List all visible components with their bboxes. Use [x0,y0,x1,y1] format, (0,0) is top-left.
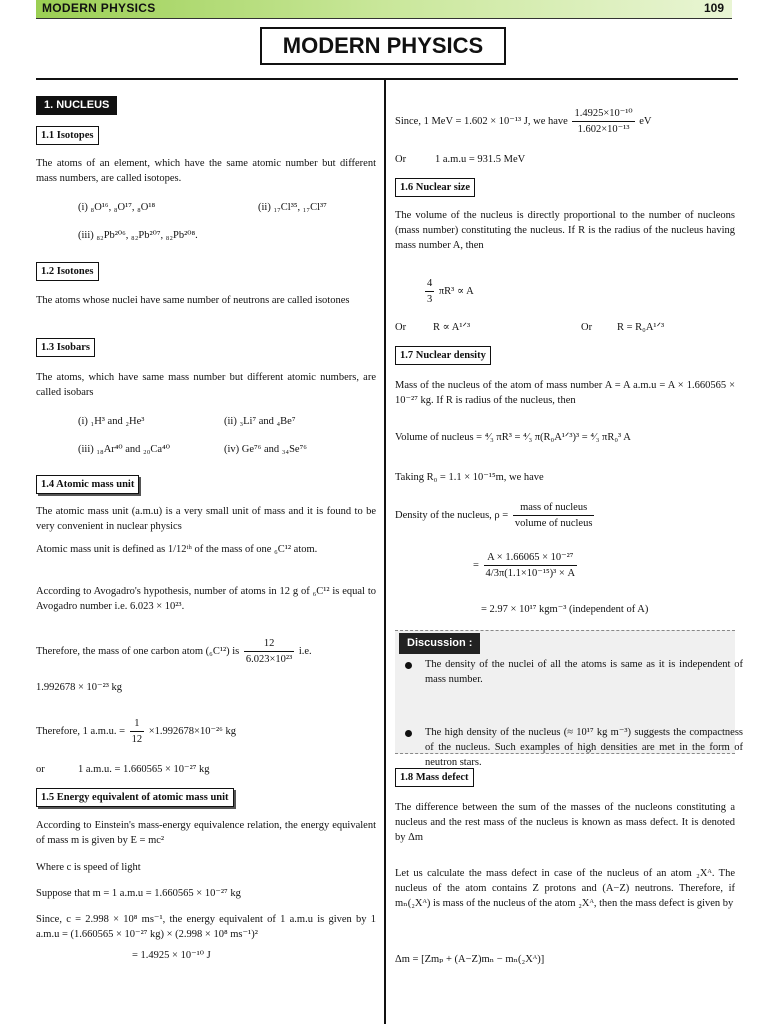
discussion-item-2: The high density of the nucleus (≈ 10¹⁷ kg m⁻³) suggests the compactness of the nucleus. Such examples of high densities are met in the form of neutron stars. [395,725,743,770]
density-rho-fraction [513,500,595,531]
isotopes-example-1: (i) ₈O¹⁶, ₈O¹⁷, ₈O¹⁸ [78,202,156,213]
size-or-label-2: Or [581,322,593,333]
amu-equation-3: 1 a.m.u. = 1.660565 × 10⁻²⁷ kg [78,764,210,775]
discussion-box [395,630,743,768]
page-title: MODERN PHYSICS [260,27,506,65]
density-text-1: Mass of the nucleus of the atom of mass number A = A a.m.u = A × 1.660565 × 10⁻²⁷ kg. If R is radius of the nucleus, then [395,380,735,406]
size-equation-2a: R ∝ A¹ᐟ³ [433,322,471,333]
mev-numerator: 1.4925×10⁻¹⁰ [572,106,634,122]
amu-equation-1 [36,636,312,667]
defect-text-1: The difference between the sum of the masses of the nucleons constituting a nucleus and the rest mass of the nucleus is known as mass defect. It is denoted by Δm [395,802,735,843]
density-value-equation: = $\frac{\text{A × 1.66065 × 10⁻²⁷}}{\text{4/3π(1.1×10⁻¹⁵)³ × A}}$ [473,552,576,579]
amu-text-1: The atomic mass unit (a.m.u) is a very small unit of mass and it is found to be very convenient in nuclear physics [36,506,376,532]
amu-eq1-denominator: 6.023×10²³ [245,654,293,665]
amu-eq2-fraction [130,716,145,747]
amu-or-label: or [36,764,45,775]
isobars-example-2: (ii) ₃Li⁷ and ₄Be⁷ [224,416,296,427]
isobars-example-1: (i) ₁H³ and ₂He³ [78,416,145,427]
mev-fraction [572,106,634,137]
isotopes-example-2: (ii) ₁₇Cl³⁵, ₁₇Cl³⁷ [258,202,327,213]
size-eq1-fraction [425,276,434,307]
density-value-fraction [484,550,578,581]
amu-eq2-suffix: ×1.992678×10⁻²⁶ kg [148,725,236,737]
discussion-item-1: The density of the nuclei of all the atoms is same as it is independent of mass number. [395,657,743,687]
mev-equation [395,106,652,137]
density-rho-denominator: volume of nucleus [514,518,593,529]
amu-eq1-fraction [244,636,294,667]
subheading-isotones: 1.2 Isotones [36,262,99,281]
density-value-numerator: A × 1.66065 × 10⁻²⁷ [484,550,578,566]
mev-value: 1 a.m.u = 931.5 MeV [435,154,526,165]
size-eq1-expression: πR³ ∝ A [438,285,474,297]
isobars-example-4: (iv) Ge⁷⁶ and ₃₄Se⁷⁶ [224,444,307,455]
amu-text-3: According to Avogadro's hypothesis, number of atoms in 12 g of ₆C¹² is equal to Avogadro number i.e. 6.023 × 10²³. [36,586,376,612]
mev-prefix: Since, 1 MeV = 1.602 × 10⁻¹³ J, we have [395,115,568,127]
amu-eq1-suffix: i.e. [298,645,312,657]
subheading-isobars: 1.3 Isobars [36,338,95,357]
defect-equation: Δm = [Zmₚ + (A−Z)mₙ − mₙ(₂Xᴬ)] [395,954,545,965]
subheading-isotopes: 1.1 Isotopes [36,126,99,145]
size-equation-2b: R = R₀A¹ᐟ³ [617,322,665,333]
energy-text-4: Since, c = 2.998 × 10⁸ ms⁻¹, the energy equivalent of 1 a.m.u is given by 1 a.m.u = (1.660565 × 10⁻²⁷ kg) × (2.998 × 10⁸ ms⁻¹)² [36,914,376,940]
density-rho-equation [395,500,596,531]
density-r0-text: Taking R₀ = 1.1 × 10⁻¹⁵m, we have [395,472,544,483]
subheading-energy-equivalent: 1.5 Energy equivalent of atomic mass unit [36,788,234,807]
size-equation-1 [423,276,474,307]
energy-text-1: According to Einstein's mass-energy equivalence relation, the energy equivalent of mass m is given by E = mc² [36,820,376,846]
isotopes-text: The atoms of an element, which have the same atomic number but different mass numbers, are called isotopes. [36,158,376,184]
density-result: = 2.97 × 10¹⁷ kgm⁻³ (independent of A) [481,604,649,615]
mev-denominator: 1.602×10⁻¹³ [577,124,630,135]
energy-text-3: Suppose that m = 1 a.m.u = 1.660565 × 10⁻²⁷ kg [36,888,241,899]
isotones-text: The atoms whose nuclei have same number of neutrons are called isotones [36,295,350,306]
size-eq1-denominator: 3 [427,294,433,305]
section-heading-nucleus: 1. NUCLEUS [36,96,117,115]
size-or-label-1: Or [395,322,407,333]
energy-text-5: = 1.4925 × 10⁻¹⁰ J [132,950,211,961]
amu-eq2-numerator: 1 [130,716,145,732]
amu-equation-2 [36,716,236,747]
density-value-denominator: 4/3π(1.1×10⁻¹⁵)³ × A [485,568,576,579]
isotopes-example-3: (iii) ₈₂Pb²⁰⁶, ₈₂Pb²⁰⁷, ₈₂Pb²⁰⁸. [78,230,198,241]
defect-text-2: Let us calculate the mass defect in case of the nucleus of an atom ₂Xᴬ. The nucleus of the atom contains Z protons and (A−Z) neutrons. Therefore, if mₙ(₂Xᴬ) is mass of the nucleus of the atom ₂Xᴬ, then the mass defect is given by [395,868,735,909]
discussion-label: Discussion : [399,633,480,654]
density-volume-equation: Volume of nucleus = ⁴⁄₃ πR³ = ⁴⁄₃ π(R₀A¹ᐟ³)³ = ⁴⁄₃ πR₀³ A [395,432,631,443]
running-header: MODERN PHYSICS [42,1,156,15]
density-rho-numerator: mass of nucleus [513,500,595,516]
mev-or-label: Or [395,154,407,165]
subheading-atomic-mass-unit: 1.4 Atomic mass unit [36,475,139,494]
amu-text-2: Atomic mass unit is defined as 1/12ᵗʰ of the mass of one ₆C¹² atom. [36,544,318,555]
density-rho-prefix: Density of the nucleus, ρ = [395,509,509,521]
page-header-bar [36,0,732,19]
top-rule [36,78,738,80]
isobars-example-3: (iii) ₁₈Ar⁴⁰ and ₂₀Ca⁴⁰ [78,444,170,455]
amu-eq2-prefix: Therefore, 1 a.m.u. = [36,725,126,737]
size-eq1-numerator: 4 [425,276,434,292]
size-text: The volume of the nucleus is directly proportional to the number of nucleons (mass number) constituting the nucleus. If R is the radius of the nucleus having mass number A, then [395,210,735,251]
amu-eq1-numerator: 12 [244,636,294,652]
amu-eq2-denominator: 12 [131,734,143,745]
column-divider [384,80,386,1024]
energy-text-2: Where c is speed of light [36,862,141,873]
amu-eq1-prefix: Therefore, the mass of one carbon atom (₆C¹²) is [36,645,240,657]
subheading-nuclear-size: 1.6 Nuclear size [395,178,475,197]
page-number: 109 [703,1,724,15]
subheading-mass-defect: 1.8 Mass defect [395,768,474,787]
mev-suffix: eV [639,115,652,127]
isobars-text: The atoms, which have same mass number but different atomic numbers, are called isobars [36,372,376,398]
amu-eq1-value: 1.992678 × 10⁻²³ kg [36,682,123,693]
subheading-nuclear-density: 1.7 Nuclear density [395,346,491,365]
